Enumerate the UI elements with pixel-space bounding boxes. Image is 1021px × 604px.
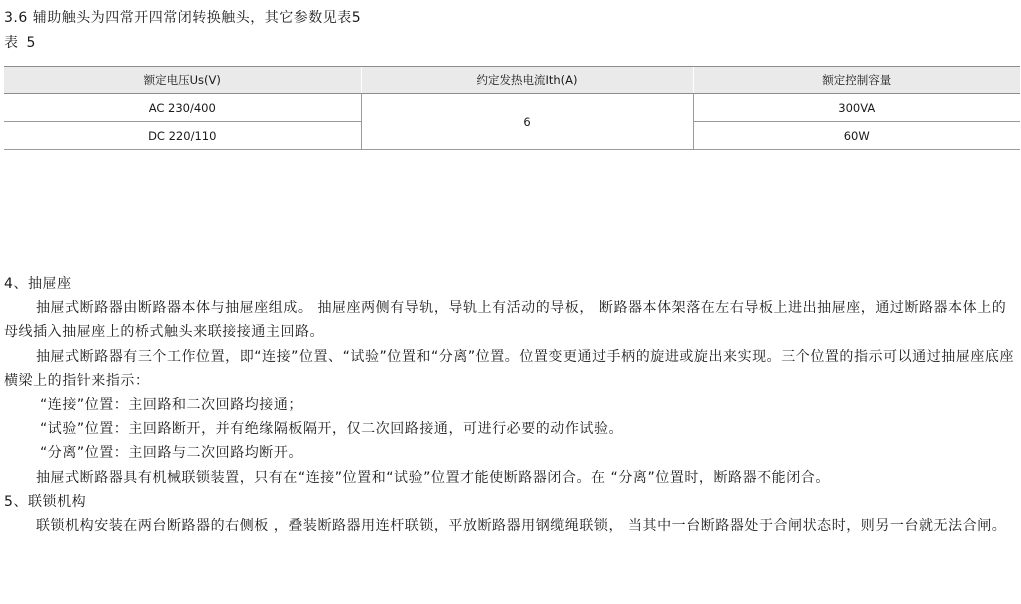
section-4-para-1: 抽屉式断路器由断路器本体与抽屉座组成。 抽屉座两侧有导轨，导轨上有活动的导板， 断路器本体架落在左右导板上进出抽屉座，通过断路器本体上的母线插入抽屉座上的桥式触头来联接接通主回路。 (4, 300, 1007, 341)
section-4-para-3: 抽屉式断路器具有机械联锁装置，只有在“连接”位置和“试验”位置才能使断路器闭合。在 “分离”位置时，断路器不能闭合。 (36, 469, 830, 486)
body-text (4, 272, 1018, 538)
cell-current: 6 (361, 94, 693, 150)
section-5-para-1: 联锁机构安装在两台断路器的右侧板 ，叠装断路器用连杆联锁，平放断路器用钢缆绳联锁， 当其中一台断路器处于合闸状态时，则另一台就无法合闸。 (36, 518, 1007, 535)
header-thermal-current: 约定发热电流Ith(A) (361, 67, 693, 94)
table-header-row (4, 67, 1020, 94)
table-5-label: 表 5 (4, 35, 38, 51)
section-3-6-heading: 3.6 辅助触头为四常开四常闭转换触头，其它参数见表5 (4, 10, 362, 26)
cell-voltage-ac: AC 230/400 (4, 94, 361, 122)
section-4-para-2: 抽屉式断路器有三个工作位置，即“连接”位置、“试验”位置和“分离”位置。位置变更通过手柄的旋进或旋出来实现。三个位置的指示可以通过抽屉座底座横梁上的指针来指示： (4, 348, 1015, 389)
header-rated-voltage: 额定电压Us(V) (4, 67, 361, 94)
cell-capacity-dc: 60W (693, 122, 1020, 150)
cell-capacity-ac: 300VA (693, 94, 1020, 122)
section-5-title: 5、联锁机构 (4, 493, 87, 510)
position-test: “试验”位置：主回路断开，并有绝缘隔板隔开，仅二次回路接通，可进行必要的动作试验。 (40, 421, 624, 438)
table-row (4, 94, 1020, 122)
cell-voltage-dc: DC 220/110 (4, 122, 361, 150)
position-separate: “分离”位置：主回路与二次回路均断开。 (40, 445, 303, 462)
section-4-title: 4、抽屉座 (4, 276, 72, 292)
header-control-capacity: 额定控制容量 (693, 67, 1020, 94)
position-connect: “连接”位置：主回路和二次回路均接通； (40, 397, 303, 414)
table-5 (4, 66, 1020, 150)
